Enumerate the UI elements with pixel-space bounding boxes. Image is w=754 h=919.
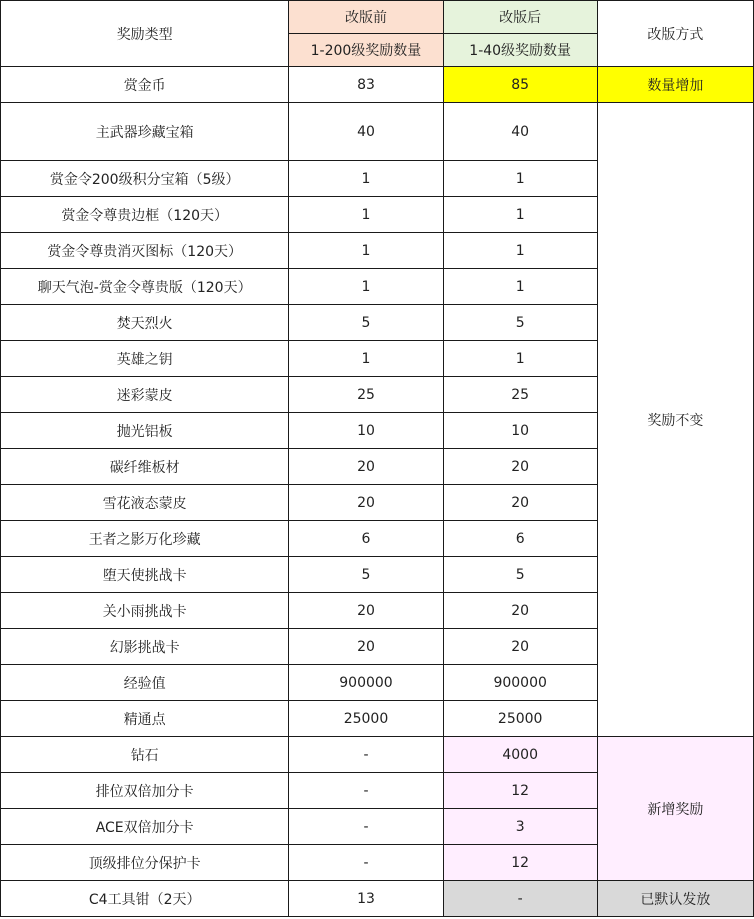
method-new-cell: 新增奖励 bbox=[597, 737, 753, 881]
header-row-1 bbox=[1, 1, 754, 34]
after-count-cell: 20 bbox=[443, 485, 597, 521]
after-count-cell: 25000 bbox=[443, 701, 597, 737]
after-count-cell: 20 bbox=[443, 593, 597, 629]
after-count-cell: 10 bbox=[443, 413, 597, 449]
reward-type-cell: 雪花液态蒙皮 bbox=[1, 485, 289, 521]
before-count-cell: 1 bbox=[289, 341, 443, 377]
after-count-cell: 6 bbox=[443, 521, 597, 557]
reward-type-cell: 迷彩蒙皮 bbox=[1, 377, 289, 413]
after-count-cell: 85 bbox=[443, 67, 597, 103]
before-count-cell: 1 bbox=[289, 161, 443, 197]
reward-type-cell: 赏金令尊贵边框（120天） bbox=[1, 197, 289, 233]
method-default-cell: 已默认发放 bbox=[597, 881, 753, 917]
before-count-cell: 10 bbox=[289, 413, 443, 449]
before-count-cell: - bbox=[289, 773, 443, 809]
before-count-cell: 20 bbox=[289, 449, 443, 485]
after-count-cell: 4000 bbox=[443, 737, 597, 773]
before-count-cell: 5 bbox=[289, 557, 443, 593]
after-count-cell: 20 bbox=[443, 629, 597, 665]
reward-type-cell: ACE双倍加分卡 bbox=[1, 809, 289, 845]
reward-type-cell: 王者之影万化珍藏 bbox=[1, 521, 289, 557]
reward-type-cell: 赏金令尊贵消灭图标（120天） bbox=[1, 233, 289, 269]
after-count-cell: 1 bbox=[443, 197, 597, 233]
before-count-cell: 6 bbox=[289, 521, 443, 557]
reward-type-cell: 赏金令200级积分宝箱（5级） bbox=[1, 161, 289, 197]
before-count-cell: - bbox=[289, 809, 443, 845]
before-count-cell: 1 bbox=[289, 269, 443, 305]
after-count-cell: 40 bbox=[443, 103, 597, 161]
before-count-cell: 20 bbox=[289, 485, 443, 521]
after-count-cell: 20 bbox=[443, 449, 597, 485]
after-count-cell: 12 bbox=[443, 845, 597, 881]
after-count-cell: - bbox=[443, 881, 597, 917]
after-count-cell: 1 bbox=[443, 233, 597, 269]
header-after: 改版后 bbox=[443, 1, 597, 34]
after-count-cell: 5 bbox=[443, 557, 597, 593]
after-count-cell: 5 bbox=[443, 305, 597, 341]
table-row bbox=[1, 881, 754, 917]
before-count-cell: 1 bbox=[289, 233, 443, 269]
after-count-cell: 1 bbox=[443, 161, 597, 197]
before-count-cell: - bbox=[289, 845, 443, 881]
before-count-cell: 25000 bbox=[289, 701, 443, 737]
reward-type-cell: 英雄之钥 bbox=[1, 341, 289, 377]
before-count-cell: 5 bbox=[289, 305, 443, 341]
reward-type-cell: 精通点 bbox=[1, 701, 289, 737]
reward-type-cell: 焚天烈火 bbox=[1, 305, 289, 341]
method-increase-cell: 数量增加 bbox=[597, 67, 753, 103]
reward-type-cell: 关小雨挑战卡 bbox=[1, 593, 289, 629]
before-count-cell: 40 bbox=[289, 103, 443, 161]
before-count-cell: 20 bbox=[289, 593, 443, 629]
reward-type-cell: 主武器珍藏宝箱 bbox=[1, 103, 289, 161]
reward-type-cell: 抛光铝板 bbox=[1, 413, 289, 449]
reward-type-cell: 赏金币 bbox=[1, 67, 289, 103]
before-count-cell: - bbox=[289, 737, 443, 773]
before-count-cell: 20 bbox=[289, 629, 443, 665]
after-count-cell: 1 bbox=[443, 269, 597, 305]
reward-type-cell: 排位双倍加分卡 bbox=[1, 773, 289, 809]
reward-type-cell: 钻石 bbox=[1, 737, 289, 773]
reward-type-cell: 堕天使挑战卡 bbox=[1, 557, 289, 593]
reward-type-cell: 顶级排位分保护卡 bbox=[1, 845, 289, 881]
reward-type-cell: 聊天气泡-赏金令尊贵版（120天） bbox=[1, 269, 289, 305]
after-count-cell: 900000 bbox=[443, 665, 597, 701]
table-row bbox=[1, 737, 754, 773]
header-after-sub: 1-40级奖励数量 bbox=[443, 34, 597, 67]
reward-type-cell: 碳纤维板材 bbox=[1, 449, 289, 485]
before-count-cell: 25 bbox=[289, 377, 443, 413]
header-method: 改版方式 bbox=[597, 1, 753, 67]
after-count-cell: 25 bbox=[443, 377, 597, 413]
table-row bbox=[1, 67, 754, 103]
header-reward-type: 奖励类型 bbox=[1, 1, 289, 67]
before-count-cell: 13 bbox=[289, 881, 443, 917]
reward-type-cell: 经验值 bbox=[1, 665, 289, 701]
before-count-cell: 900000 bbox=[289, 665, 443, 701]
before-count-cell: 1 bbox=[289, 197, 443, 233]
header-before-sub: 1-200级奖励数量 bbox=[289, 34, 443, 67]
method-unchanged-cell: 奖励不变 bbox=[597, 103, 753, 737]
table-row bbox=[1, 103, 754, 161]
header-before: 改版前 bbox=[289, 1, 443, 34]
before-count-cell: 83 bbox=[289, 67, 443, 103]
reward-type-cell: 幻影挑战卡 bbox=[1, 629, 289, 665]
after-count-cell: 12 bbox=[443, 773, 597, 809]
after-count-cell: 1 bbox=[443, 341, 597, 377]
after-count-cell: 3 bbox=[443, 809, 597, 845]
reward-type-cell: C4工具钳（2天） bbox=[1, 881, 289, 917]
